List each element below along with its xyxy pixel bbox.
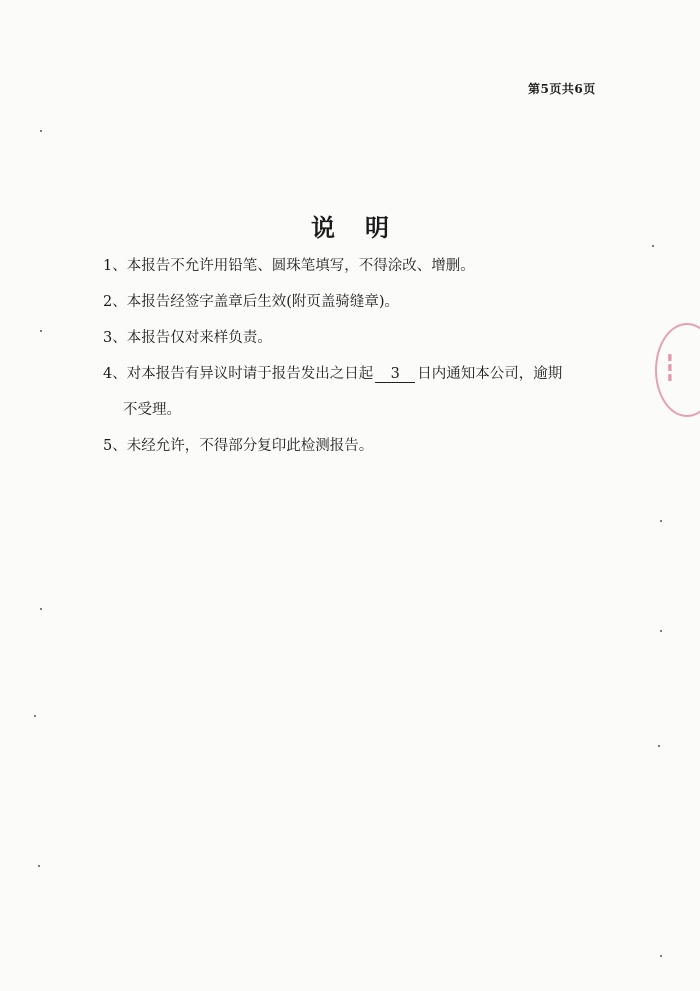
note-number: 5、 [103, 438, 127, 454]
note-number: 1、 [103, 258, 127, 274]
scan-speck [652, 245, 654, 247]
page-number: 第5页共6页 [528, 82, 596, 96]
scan-speck [658, 745, 660, 747]
seal-mark: ▮▮▮ [665, 353, 675, 383]
page-title: 说明 [311, 213, 419, 242]
note-number: 4、 [103, 366, 127, 382]
days-blank: 3 [375, 366, 415, 383]
note-text: 本报告经签字盖章后生效(附页盖骑缝章)。 [126, 294, 400, 310]
scan-speck [660, 630, 662, 632]
scan-speck [34, 715, 36, 717]
note-item-5 [103, 428, 623, 464]
note-text: 未经允许，不得部分复印此检测报告。 [126, 438, 374, 454]
scan-speck [40, 330, 42, 332]
scan-speck [40, 608, 42, 610]
note-text-after: 日内通知本公司，逾期 [417, 366, 563, 382]
note-number: 2、 [103, 294, 127, 310]
scan-speck [40, 130, 42, 132]
seal-stamp-fragment [655, 323, 700, 417]
scan-speck [660, 955, 662, 957]
scan-speck [38, 865, 40, 867]
note-text: 本报告仅对来样负责。 [126, 330, 272, 346]
note-item-3 [103, 320, 623, 356]
notes-list [103, 248, 623, 464]
note-text-before: 对本报告有异议时请于报告发出之日起 [126, 366, 374, 382]
note-number: 3、 [103, 330, 127, 346]
scan-speck [660, 520, 662, 522]
note-item-2 [103, 284, 623, 320]
note-item-4 [103, 356, 623, 428]
note-item-1 [103, 248, 623, 284]
note-text: 本报告不允许用铅笔、圆珠笔填写，不得涂改、增删。 [126, 258, 475, 274]
note-continuation: 不受理。 [123, 402, 181, 418]
